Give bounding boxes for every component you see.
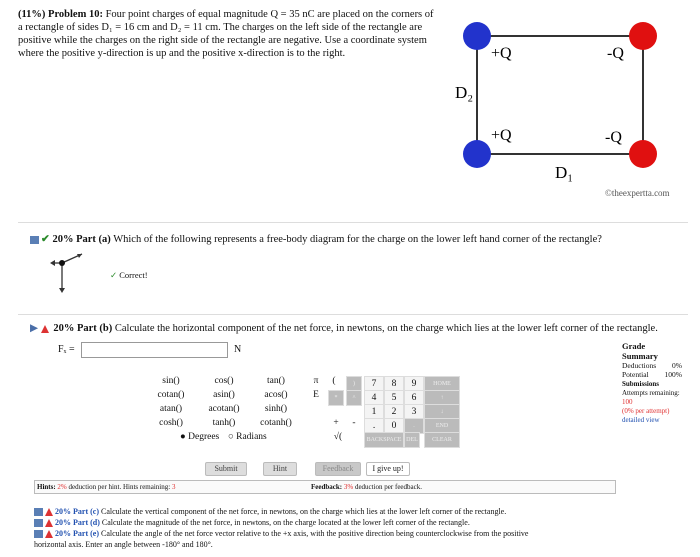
correct-label: Correct! <box>119 270 148 280</box>
key-5[interactable]: 5 <box>384 390 404 406</box>
cotanh-key[interactable]: cotanh() <box>260 418 292 428</box>
feedback-info <box>311 481 422 493</box>
part-e-row <box>34 528 694 539</box>
key-8[interactable]: 8 <box>384 376 404 392</box>
grade-summary-title: Grade Summary <box>622 341 658 361</box>
check-icon: ✓ <box>110 270 118 280</box>
decimal-key-2[interactable]: . <box>404 418 424 434</box>
problem-line: where the positive y-direction is up and the positive x-direction is to the right. <box>18 48 346 59</box>
problem-heading: (11%) Problem 10: <box>18 9 103 20</box>
part-icon <box>34 508 43 516</box>
label-bottom-left: +Q <box>491 127 512 144</box>
key-7[interactable]: 7 <box>364 376 384 392</box>
cos-key[interactable]: cos() <box>214 376 234 386</box>
feedback-text: deduction per feedback. <box>354 483 423 491</box>
del-key[interactable]: DEL <box>404 432 420 448</box>
cosh-key[interactable]: cosh() <box>159 418 183 428</box>
part-d-label[interactable]: 20% Part (d) <box>55 518 100 527</box>
part-a-label: 20% Part (a) <box>52 234 111 245</box>
part-c-label[interactable]: 20% Part (c) <box>55 507 99 516</box>
atan-key[interactable]: atan() <box>159 404 183 414</box>
free-body-diagram <box>50 248 90 298</box>
arrow-down-key[interactable]: ↓ <box>424 404 460 420</box>
part-icon <box>30 236 39 244</box>
key-2[interactable]: 2 <box>384 404 404 420</box>
fx-var-label: Fₓ = <box>58 344 75 355</box>
hints-remaining: 3 <box>171 483 176 491</box>
hint-button[interactable]: Hint <box>263 462 297 476</box>
label-top-left: +Q <box>491 45 512 62</box>
part-e-text-cont: horizontal axis. Enter an angle between -180° and 180°. <box>34 540 213 549</box>
remaining-parts <box>34 506 694 550</box>
check-icon: ✔ <box>41 234 50 245</box>
detailed-view-link[interactable]: detailed view <box>622 416 660 424</box>
potential-label: Potential <box>622 370 649 379</box>
clear-key[interactable]: CLEAR <box>424 432 460 448</box>
warning-icon <box>45 508 53 516</box>
part-d-row <box>34 517 694 528</box>
part-c-row <box>34 506 694 517</box>
end-key[interactable]: END <box>424 418 460 434</box>
divider <box>18 314 688 315</box>
warning-icon <box>41 325 49 333</box>
radians-label: Radians <box>236 432 267 442</box>
feedback-label: Feedback: <box>311 483 343 491</box>
hints-feedback-bar <box>34 480 616 494</box>
divider <box>18 222 688 223</box>
home-key[interactable]: HOME <box>424 376 460 392</box>
deductions-value: 0% <box>672 361 682 370</box>
degrees-radio[interactable]: ● Degrees <box>180 432 220 442</box>
negative-charge-bottom-right <box>629 140 657 168</box>
give-up-button[interactable]: I give up! <box>366 462 410 476</box>
feedback-pct: 3% <box>343 483 354 491</box>
submissions-title: Submissions <box>622 380 659 388</box>
part-e-label[interactable]: 20% Part (e) <box>55 529 99 538</box>
key-9[interactable]: 9 <box>404 376 424 392</box>
sin-key[interactable]: sin() <box>162 376 180 386</box>
key-6[interactable]: 6 <box>404 390 424 406</box>
key-0[interactable]: 0 <box>384 418 404 434</box>
hints-text: deduction per hint. Hints remaining: <box>68 483 171 491</box>
sinh-key[interactable]: sinh() <box>264 404 288 414</box>
warning-icon <box>45 519 53 527</box>
label-d1: D₁ <box>555 163 574 182</box>
potential-value: 100% <box>664 370 682 379</box>
per-attempt: (0% per attempt) <box>622 407 670 415</box>
problem-line: Four point charges of equal magnitude Q = 35 nC are placed on the corners of <box>105 9 434 20</box>
part-icon <box>34 530 43 538</box>
part-a-question: Which of the following represents a free-body diagram for the charge on the lower left hand corner of the rectangle? <box>113 234 602 245</box>
fx-answer-input[interactable] <box>81 342 228 358</box>
acos-key[interactable]: acos() <box>264 390 288 400</box>
label-d2: D₂ <box>455 83 474 102</box>
feedback-button[interactable]: Feedback <box>315 462 361 476</box>
open-paren-key[interactable]: ( <box>332 376 336 386</box>
tan-key[interactable]: tan() <box>267 376 285 386</box>
watermark: ©theexpertta.com <box>605 188 670 198</box>
key-1[interactable]: 1 <box>364 404 384 420</box>
hints-info <box>37 481 175 493</box>
expand-icon[interactable]: ▶ <box>30 323 39 334</box>
hints-label: Hints: <box>37 483 56 491</box>
attempts-value: 100 <box>622 398 633 406</box>
attempts-label: Attempts remaining: <box>622 389 680 397</box>
key-3[interactable]: 3 <box>404 404 424 420</box>
close-paren-key[interactable]: ) <box>346 376 362 392</box>
degrees-label: Degrees <box>188 432 220 442</box>
grade-summary <box>622 341 682 379</box>
correct-status <box>110 270 148 281</box>
arrow-up-key[interactable]: ↑ <box>424 390 460 406</box>
part-b-label: 20% Part (b) <box>53 323 113 334</box>
power-key[interactable]: ^ <box>346 390 362 406</box>
label-bottom-right: -Q <box>605 129 622 146</box>
backspace-key[interactable]: BACKSPACE <box>364 432 404 448</box>
radians-radio[interactable]: ○ Radians <box>228 432 267 442</box>
deductions-label: Deductions <box>622 361 657 370</box>
negative-charge-top-right <box>629 22 657 50</box>
minus-key[interactable]: - <box>352 418 356 428</box>
cotan-key[interactable]: cotan() <box>157 390 185 400</box>
warning-icon <box>45 530 53 538</box>
calculator <box>152 374 462 454</box>
submit-button[interactable]: Submit <box>205 462 247 476</box>
key-4[interactable]: 4 <box>364 390 384 406</box>
problem-line: positive while the charges on the right side of the rectangle are negative. Use a coordinate system <box>18 35 427 46</box>
label-top-right: -Q <box>607 45 624 62</box>
plus-key[interactable]: + <box>333 418 339 428</box>
part-b-question: Calculate the horizontal component of the net force, in newtons, on the charge which lies at the lower left corner of the rectangle. <box>114 323 658 334</box>
part-b-header <box>30 322 690 334</box>
acotan-key[interactable]: acotan() <box>208 404 240 414</box>
star-key[interactable]: * <box>328 390 344 406</box>
part-a-header <box>30 233 602 245</box>
problem-line: a rectangle of sides D₁ = 16 cm and D₂ = 11 cm. The charges on the left side of the rectangle are <box>18 22 423 33</box>
charges-diagram <box>455 8 695 206</box>
part-c-text: Calculate the vertical component of the net force, in newtons, on the charge which lies at the lower left corner of the rectangle. <box>100 507 507 516</box>
e-key[interactable]: E <box>313 390 319 400</box>
part-icon <box>34 519 43 527</box>
pi-key[interactable]: π <box>313 376 319 386</box>
decimal-key[interactable]: . <box>364 418 384 434</box>
positive-charge-bottom-left <box>463 140 491 168</box>
submissions-box <box>622 380 688 425</box>
hints-pct: 2% <box>57 483 67 491</box>
asin-key[interactable]: asin() <box>213 390 235 400</box>
positive-charge-top-left <box>463 22 491 50</box>
problem-statement <box>18 8 458 60</box>
part-e-text: Calculate the angle of the net force vector relative to the +x axis, with the positive direction being counterclockwise from the positive <box>100 529 529 538</box>
tanh-key[interactable]: tanh() <box>212 418 236 428</box>
part-d-text: Calculate the magnitude of the net force, in newtons, on the charge located at the lower left corner of the rectangle. <box>101 518 470 527</box>
unit-label: N <box>234 344 242 355</box>
sqrt-key[interactable]: √( <box>333 432 343 442</box>
